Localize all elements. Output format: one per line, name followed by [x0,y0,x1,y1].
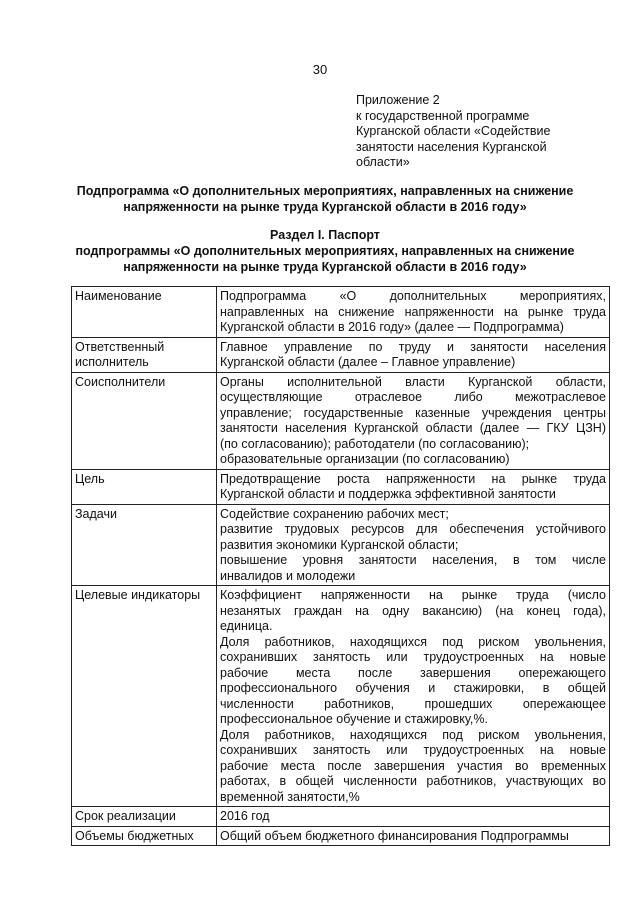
passport-table-body [72,287,610,846]
content-line: Доля работников, находящихся под риском увольнения, [220,727,606,742]
row-content [217,469,610,504]
content-line: развития экономики Курганской области; [220,537,459,552]
row-label: Срок реализации [72,807,217,827]
content-line: незанятых граждан на одну вакансию) (на конец года), [220,603,606,618]
appendix-line: Приложение 2 [356,93,440,107]
table-row [72,337,610,372]
subprogram-title-line: Подпрограмма «О дополнительных мероприятиях, направленных на снижение [76,184,574,198]
content-line: сохранивших занятость или трудоустроенных на новые [220,650,606,664]
appendix-line: области» [356,155,410,169]
row-label: Наименование [72,287,217,338]
row-label: Целевые индикаторы [72,586,217,807]
content-line: развитие трудовых ресурсов для обеспечения устойчивого [220,522,606,536]
content-line: численности работников, прошедших опережающее [220,696,606,711]
content-line: Курганской области в 2016 году» (далее — Подпрограмма) [220,320,564,334]
content-line: направленных на снижение напряженности на рынке труда [220,304,606,319]
content-line: Предотвращение роста напряженности на рынке труда [220,471,606,486]
appendix-line: занятости населения Курганской [356,139,547,154]
table-row [72,504,610,586]
content-line: Органы исполнительной власти Курганской области, [220,374,606,389]
content-line: профессиональное обучение и стажировку,%. [220,712,488,726]
table-row [72,469,610,504]
content-line: Коэффициент напряженности на рынке труда (число [220,588,606,602]
subprogram-title-line: напряженности на рынке труда Курганской области в 2016 году» [123,200,527,214]
section-title-line: напряженности на рынке труда Курганской области в 2016 году» [123,260,527,274]
section-heading: Раздел I. Паспорт [270,228,380,242]
appendix-line: к государственной программе [356,108,530,123]
content-line: единица. [220,619,273,633]
appendix-note [356,93,606,171]
row-content [217,287,610,338]
content-line: временной занятости,% [220,789,360,804]
content-line: Курганской области (далее – Главное управление) [220,355,516,369]
content-line: инвалидов и молодежи [220,568,356,583]
row-label: Объемы бюджетных [72,826,217,846]
content-line: занятости населения Курганской области (далее — ГКУ ЦЗН) [220,421,606,435]
row-content [217,372,610,469]
row-content [217,337,610,372]
content-line: 2016 год [220,809,270,823]
section-title-line: подпрограммы «О дополнительных мероприятиях, направленных на снижение [75,244,575,258]
appendix-line: Курганской области «Содействие [356,124,551,138]
content-line: Курганской области и поддержка эффективной занятости [220,487,556,501]
section-title [40,227,610,275]
table-row [72,826,610,846]
table-row [72,807,610,827]
content-line: рабочие места после завершения участия во временных [220,758,606,773]
content-line: сохранивших занятость или трудоустроенных на новые [220,743,606,757]
content-line: работах, в общей численности работников, участвующих во [220,774,606,788]
table-row [72,287,610,338]
row-label: Соисполнители [72,372,217,469]
row-content [217,807,610,827]
row-content [217,826,610,846]
content-line: Подпрограмма «О дополнительных мероприятиях, [220,289,606,303]
row-label: Задачи [72,504,217,586]
content-line: образовательные организации (по согласованию) [220,452,510,466]
page-number: 30 [312,62,328,77]
content-line: Главное управление по труду и занятости населения [220,339,606,354]
row-label: Цель [72,469,217,504]
content-line: повышение уровня занятости населения, в том числе [220,553,606,567]
content-line: осуществляющие отраслевое либо межотраслевое [220,390,606,404]
table-row [72,372,610,469]
row-label: Ответственный исполнитель [72,337,217,372]
content-line: Содействие сохранению рабочих мест; [220,506,449,521]
passport-table [71,286,610,846]
content-line: управление; государственные казенные учреждения центры [220,405,606,420]
row-content [217,504,610,586]
content-line: Доля работников, находящихся под риском увольнения, [220,634,606,649]
content-line: (по согласованию); работодатели (по согласованию); [220,436,530,451]
content-line: рабочие места после завершения опережающего [220,665,606,680]
subprogram-title [40,183,610,215]
content-line: Общий объем бюджетного финансирования Подпрограммы [220,828,569,843]
table-row [72,586,610,807]
content-line: профессионального обучения и стажировки, в общей [220,681,606,695]
row-content [217,586,610,807]
